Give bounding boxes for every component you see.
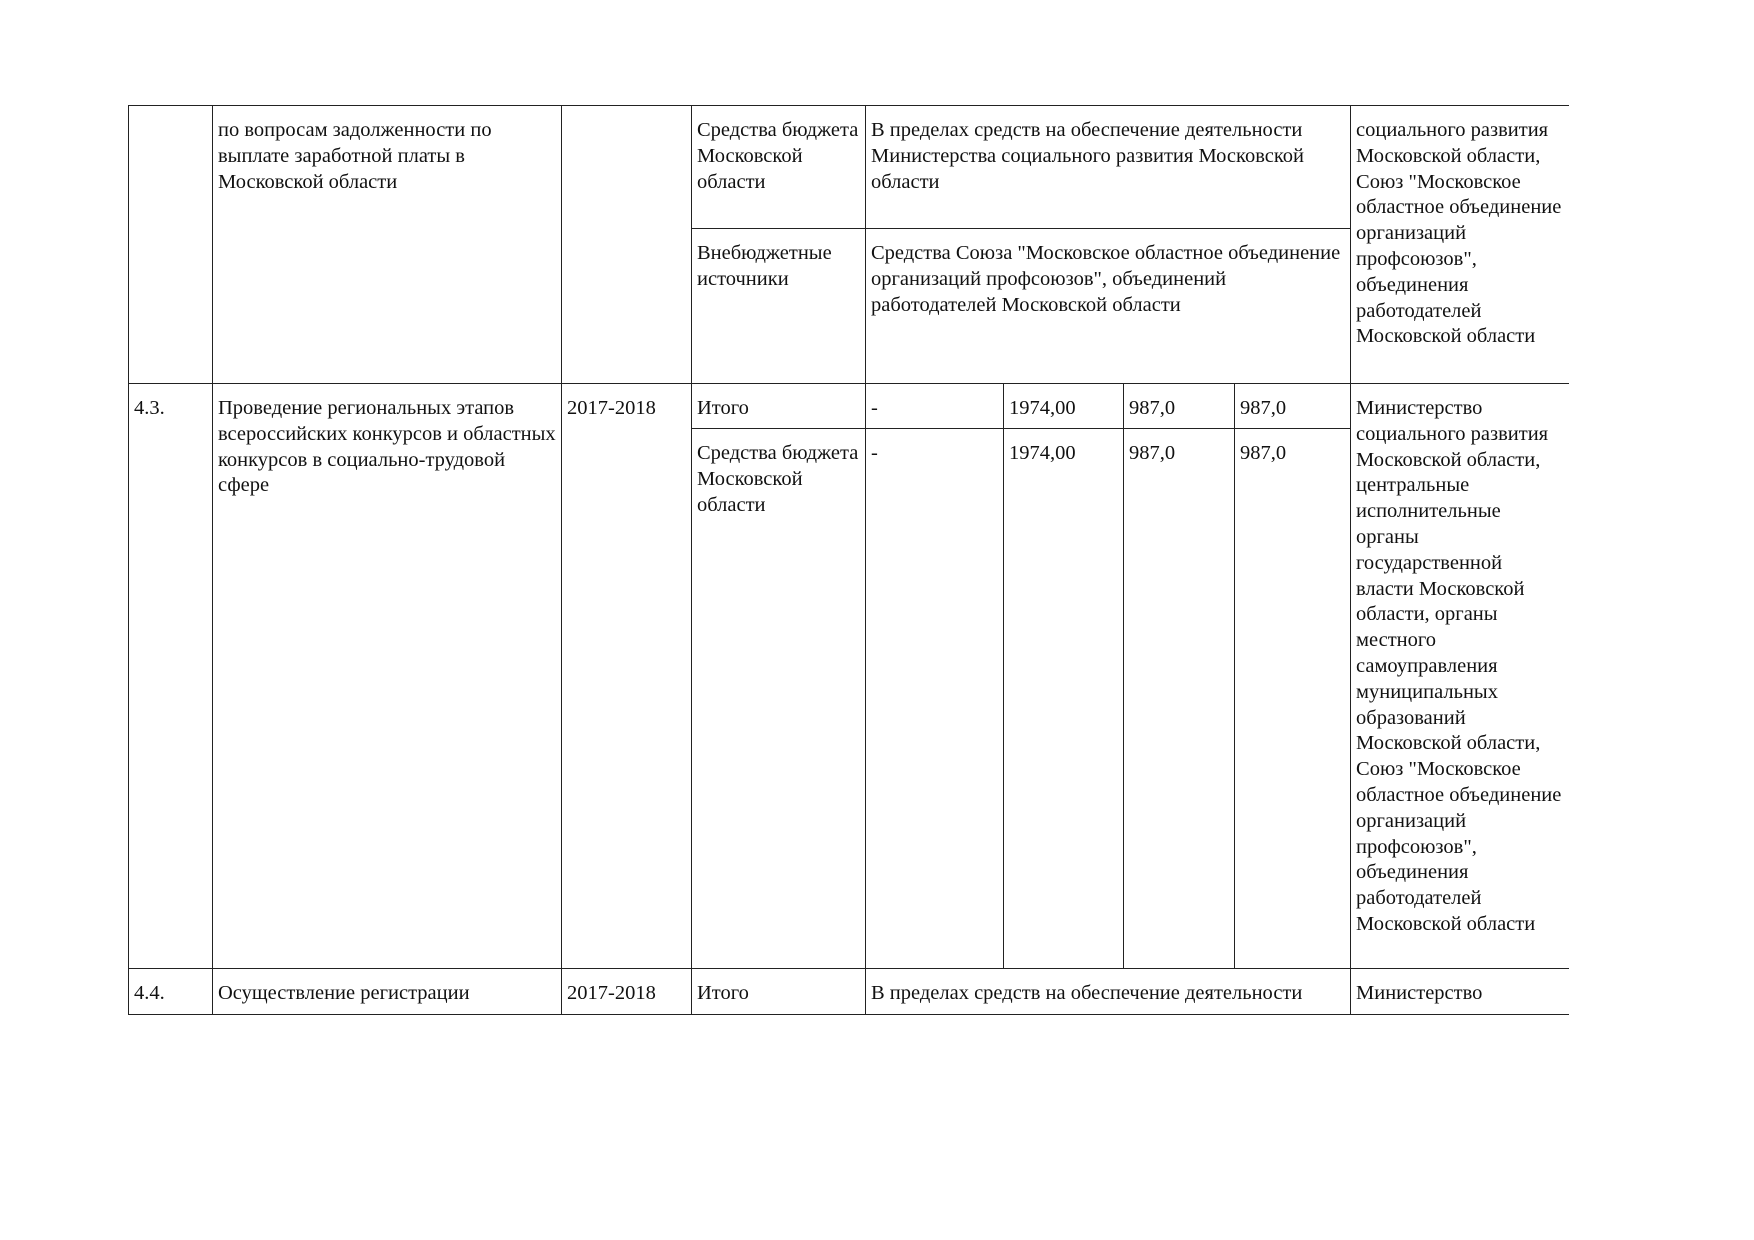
value-text: 987,0	[1240, 397, 1287, 419]
value-text: 1974,00	[1009, 442, 1076, 464]
cell-value	[1235, 429, 1351, 969]
value-text: -	[871, 397, 878, 419]
value-text: 1974,00	[1009, 397, 1076, 419]
cell-funding-source	[692, 384, 866, 429]
cell-value-total	[866, 384, 1004, 429]
cell-value	[1004, 384, 1124, 429]
funding-note-text: В пределах средств на обеспечение деятельности	[871, 982, 1303, 1004]
cell-funding-note	[866, 106, 1351, 229]
cell-number-empty	[129, 106, 213, 384]
cell-funding-note	[866, 969, 1351, 1015]
value-text: -	[871, 442, 878, 464]
cell-executors	[1351, 106, 1569, 384]
cell-activity-name	[213, 384, 562, 969]
table-row-4-3	[129, 384, 1569, 429]
funding-source-text: Средства бюджета Московской области	[697, 119, 859, 193]
table-row-continued	[129, 106, 1569, 229]
cell-number	[129, 384, 213, 969]
cell-funding-note	[866, 229, 1351, 384]
cell-funding-source	[692, 229, 866, 384]
value-text: 987,0	[1129, 442, 1176, 464]
executors-text: социального развития Московской области, Союз "Московское областное объединение организаций профсоюзов", объединения работодателей Московской области	[1356, 119, 1562, 348]
cell-period	[562, 969, 692, 1015]
funding-source-text: Средства бюджета Московской области	[697, 442, 859, 516]
activity-name-text: Осуществление регистрации	[218, 982, 470, 1004]
cell-funding-source	[692, 429, 866, 969]
row-number-text: 4.4.	[134, 982, 165, 1004]
funding-source-text: Итого	[697, 982, 749, 1004]
funding-source-text: Внебюджетные источники	[697, 242, 832, 290]
cell-value	[1235, 384, 1351, 429]
cell-executors	[1351, 969, 1569, 1015]
period-text: 2017-2018	[567, 397, 656, 419]
value-text: 987,0	[1129, 397, 1176, 419]
value-text: 987,0	[1240, 442, 1287, 464]
cell-funding-source	[692, 969, 866, 1015]
cell-value-total	[866, 429, 1004, 969]
cell-value	[1004, 429, 1124, 969]
cell-executors	[1351, 384, 1569, 969]
funding-note-text: Средства Союза "Московское областное объединение организаций профсоюзов", объединений работодателей Московской области	[871, 242, 1341, 316]
cell-value	[1124, 384, 1235, 429]
cell-activity-name	[213, 106, 562, 384]
executors-text: Министерство социального развития Московской области, центральные исполнительные органы государственной власти Московской области, органы местного самоуправления муниципальных образований Московской области, Союз "Московское областное объединение организаций профсоюзов", объединения работодателей Московской области	[1356, 397, 1562, 935]
cell-period-empty	[562, 106, 692, 384]
row-number-text: 4.3.	[134, 397, 165, 419]
activity-name-text: Проведение региональных этапов всероссийских конкурсов и областных конкурсов в социально-трудовой сфере	[218, 397, 556, 497]
cell-value	[1124, 429, 1235, 969]
funding-note-text: В пределах средств на обеспечение деятельности Министерства социального развития Московской области	[871, 119, 1305, 193]
funding-source-text: Итого	[697, 397, 749, 419]
table-row-4-4	[129, 969, 1569, 1015]
program-activities-table	[128, 105, 1569, 1015]
cell-funding-source	[692, 106, 866, 229]
cell-number	[129, 969, 213, 1015]
cell-activity-name	[213, 969, 562, 1015]
activity-name-text: по вопросам задолженности по выплате заработной платы в Московской области	[218, 119, 492, 193]
cell-period	[562, 384, 692, 969]
period-text: 2017-2018	[567, 982, 656, 1004]
executors-text: Министерство	[1356, 982, 1483, 1004]
